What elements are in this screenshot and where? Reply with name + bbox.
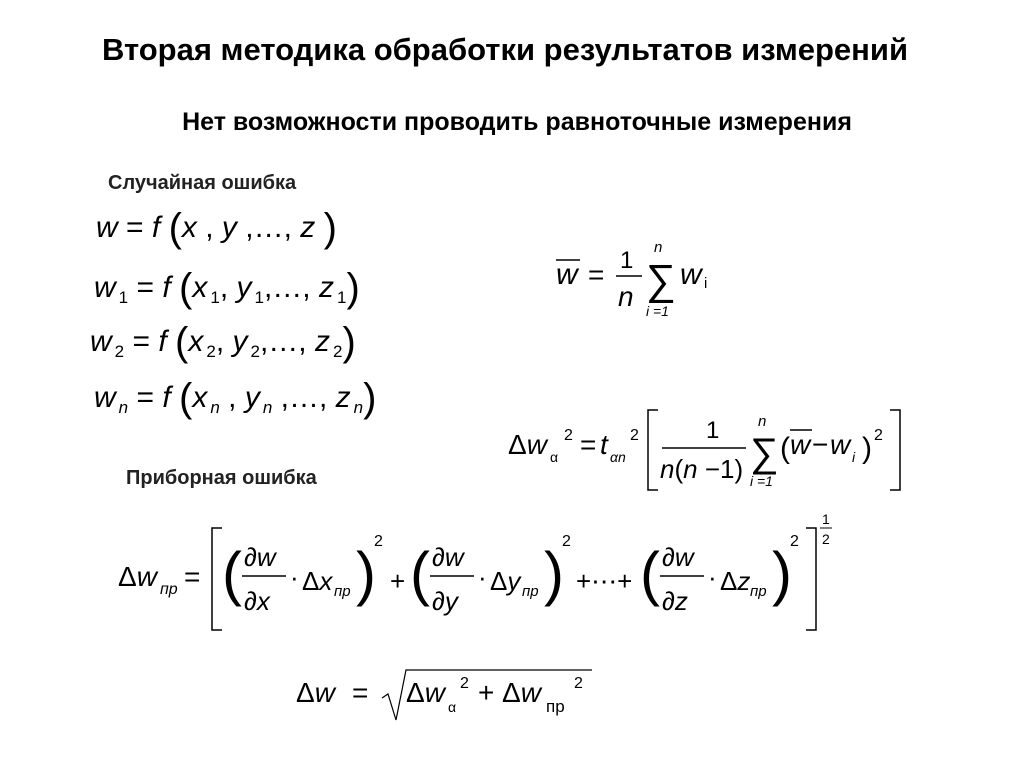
svg-text:αn: αn xyxy=(610,449,626,465)
svg-text:Δw: Δw xyxy=(296,677,335,708)
svg-text:n: n xyxy=(654,239,663,256)
svg-text:1: 1 xyxy=(620,247,634,274)
random-error-label: Случайная ошибка xyxy=(108,172,297,194)
svg-text:1: 1 xyxy=(706,417,720,444)
svg-text:(: ( xyxy=(780,432,790,465)
svg-text:w: w xyxy=(830,429,851,460)
svg-text:(: ( xyxy=(222,540,242,607)
svg-text:): ) xyxy=(356,540,376,607)
svg-text:α: α xyxy=(550,449,559,465)
svg-text:∂x: ∂x xyxy=(244,586,270,616)
svg-text:w: w xyxy=(556,258,578,291)
formula-w-n: w $_n$ = f (x $_n$ , y $_n$ ,…, z $_n$) xyxy=(94,376,377,420)
svg-text:Δx: Δx xyxy=(302,566,333,596)
svg-text:Δy: Δy xyxy=(490,566,521,596)
instrument-error-label: Приборная ошибка xyxy=(126,467,317,489)
svg-text:2: 2 xyxy=(790,533,799,550)
svg-text:+: + xyxy=(478,677,495,708)
svg-text:∂w: ∂w xyxy=(244,542,276,572)
formula-w-general: w = f (x , y ,…, z ) xyxy=(96,206,337,250)
svg-text:): ) xyxy=(544,540,564,607)
formula-instrument-error xyxy=(118,510,848,634)
svg-text:=: = xyxy=(588,259,605,290)
svg-text:): ) xyxy=(862,432,872,465)
svg-text:пр: пр xyxy=(750,583,767,600)
formula-random-error xyxy=(506,404,916,496)
svg-text:+: + xyxy=(390,566,406,596)
svg-text:w: w xyxy=(790,429,811,460)
svg-text:=: = xyxy=(580,429,597,460)
svg-text:·: · xyxy=(478,562,487,592)
svg-text:): ) xyxy=(772,540,792,607)
svg-text:n(n −1): n(n −1) xyxy=(660,454,744,484)
svg-text:=: = xyxy=(184,561,201,592)
svg-text:пр: пр xyxy=(546,697,565,716)
svg-text:(: ( xyxy=(410,540,430,607)
svg-text:2: 2 xyxy=(574,675,583,692)
svg-text:2: 2 xyxy=(374,533,383,550)
svg-text:Δw: Δw xyxy=(508,429,547,460)
svg-text:t: t xyxy=(600,429,608,460)
svg-text:n: n xyxy=(618,281,634,312)
svg-text:Δw: Δw xyxy=(502,677,541,708)
svg-text:α: α xyxy=(448,699,457,715)
svg-text:пр: пр xyxy=(522,583,539,600)
page-subtitle: Нет возможности проводить равноточные измерения xyxy=(182,108,852,136)
svg-text:пр: пр xyxy=(160,581,178,598)
svg-text:2: 2 xyxy=(460,675,469,692)
svg-text:2: 2 xyxy=(564,427,573,444)
formula-total-error xyxy=(296,664,606,734)
svg-text:2: 2 xyxy=(874,427,883,444)
svg-text:·: · xyxy=(708,562,717,592)
svg-text:(: ( xyxy=(640,540,660,607)
svg-text:+⋯+: +⋯+ xyxy=(576,566,633,596)
svg-text:2: 2 xyxy=(630,427,639,444)
svg-text:2: 2 xyxy=(562,533,571,550)
svg-text:i: i xyxy=(852,449,856,465)
svg-text:i: i xyxy=(704,275,708,292)
svg-text:пр: пр xyxy=(334,583,351,600)
svg-text:Δw: Δw xyxy=(406,677,445,708)
svg-text:·: · xyxy=(290,562,299,592)
svg-text:∑: ∑ xyxy=(646,256,676,303)
svg-text:i =1: i =1 xyxy=(750,473,773,489)
svg-text:Δz: Δz xyxy=(720,566,751,596)
formula-w-2: w $_2$ = f (x $_2$, y $_2$,…, z $_2$) xyxy=(90,320,356,364)
svg-text:∂y: ∂y xyxy=(432,586,458,616)
formula-mean xyxy=(548,236,728,326)
svg-text:i =1: i =1 xyxy=(646,303,669,319)
svg-text:w: w xyxy=(680,258,702,291)
svg-text:=: = xyxy=(352,677,369,708)
formula-w-1: w $_1$ = f (x $_1$, y $_1$,…, z $_1$) xyxy=(94,266,360,310)
svg-text:∂w: ∂w xyxy=(432,542,464,572)
svg-text:n: n xyxy=(758,413,767,430)
svg-text:∂z: ∂z xyxy=(662,586,688,616)
svg-text:∂w: ∂w xyxy=(662,542,694,572)
svg-text:Δw: Δw xyxy=(118,561,157,592)
svg-text:∑: ∑ xyxy=(750,431,779,475)
svg-text:2: 2 xyxy=(822,531,830,547)
svg-text:−: − xyxy=(812,429,829,460)
svg-text:1: 1 xyxy=(822,511,830,527)
page-title: Вторая методика обработки результатов измерений xyxy=(101,32,909,67)
